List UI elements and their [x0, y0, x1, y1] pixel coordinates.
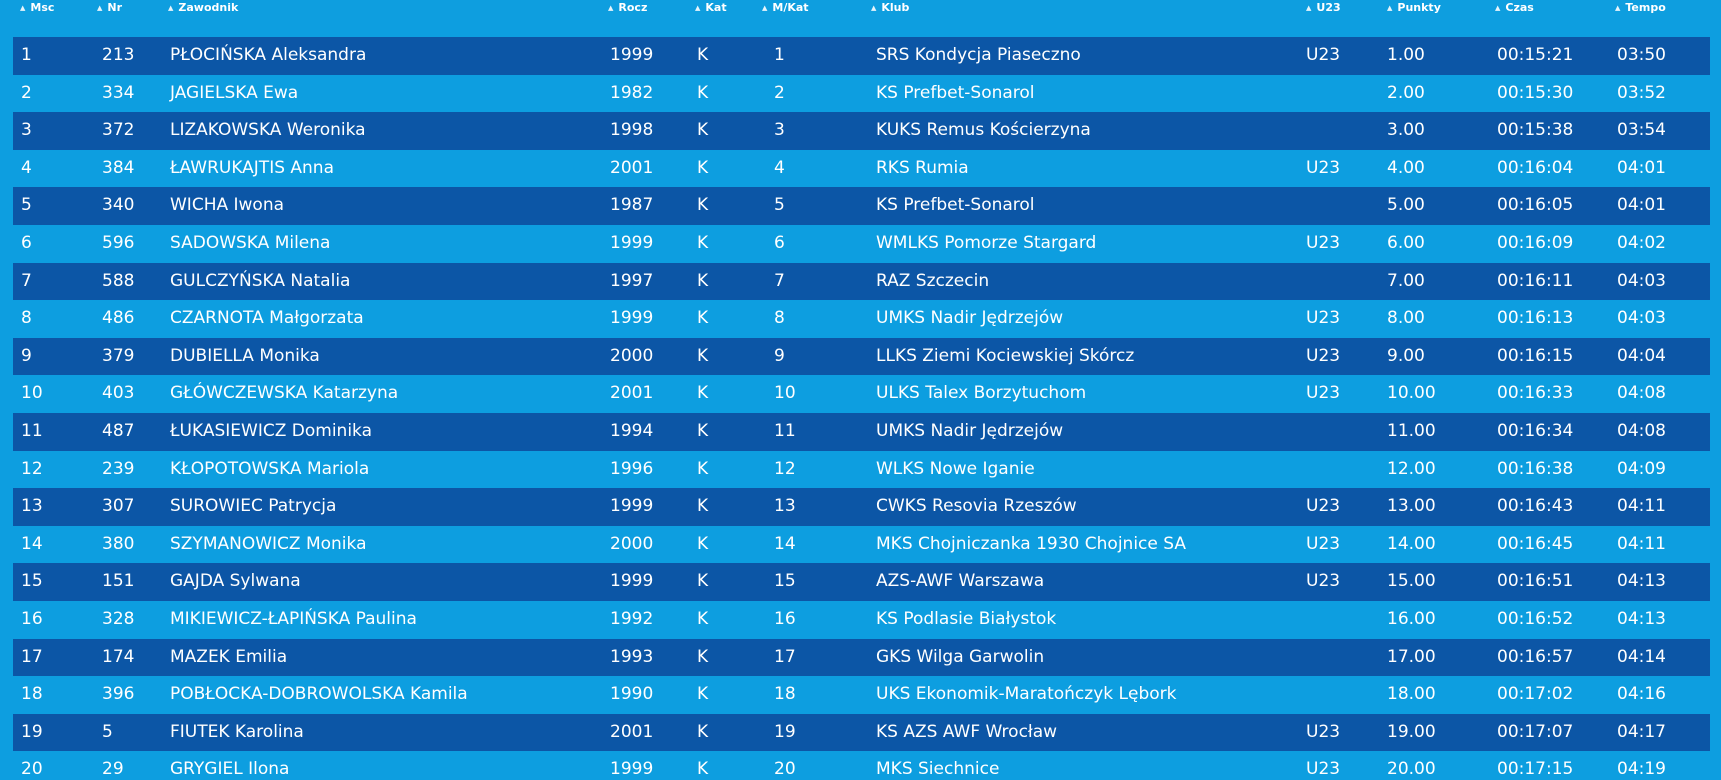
- time-cell: 00:16:04: [1497, 157, 1574, 178]
- club-cell: UKS Ekonomik-Maratończyk Lębork: [876, 684, 1177, 705]
- club-cell: KS Prefbet-Sonarol: [876, 195, 1035, 216]
- points-cell: 6.00: [1387, 232, 1425, 253]
- table-row[interactable]: [13, 601, 1710, 639]
- category-place-cell: 14: [774, 533, 796, 554]
- athlete-name-cell: ŁUKASIEWICZ Dominika: [170, 420, 372, 441]
- club-cell: KS Podlasie Białystok: [876, 608, 1057, 629]
- category-cell: K: [697, 270, 709, 291]
- time-cell: 00:16:38: [1497, 458, 1574, 479]
- sort-icon: ▲: [97, 4, 103, 12]
- sort-icon: ▲: [1615, 4, 1621, 12]
- club-cell: KS AZS AWF Wrocław: [876, 721, 1058, 742]
- place-cell: 14: [21, 533, 43, 554]
- sort-icon: ▲: [1387, 4, 1393, 12]
- table-row[interactable]: [13, 37, 1710, 75]
- table-row[interactable]: [13, 488, 1710, 526]
- table-row[interactable]: [13, 338, 1710, 376]
- place-cell: 19: [21, 721, 43, 742]
- bib-number-cell: 239: [102, 458, 135, 479]
- table-row[interactable]: [13, 639, 1710, 677]
- category-place-cell: 7: [774, 270, 785, 291]
- category-place-cell: 6: [774, 232, 785, 253]
- category-place-cell: 2: [774, 82, 785, 103]
- pace-cell: 04:14: [1617, 646, 1666, 667]
- pace-cell: 03:50: [1617, 45, 1666, 65]
- category-cell: K: [697, 646, 709, 667]
- athlete-name-cell: KŁOPOTOWSKA Mariola: [170, 458, 370, 479]
- category-place-cell: 12: [774, 458, 796, 479]
- table-row[interactable]: [13, 375, 1710, 413]
- birth-year-cell: 1993: [610, 646, 654, 667]
- athlete-name-cell: GRYGIEL Ilona: [170, 759, 290, 780]
- bib-number-cell: 403: [102, 383, 135, 404]
- results-table-body: [13, 37, 1710, 780]
- pace-cell: 04:13: [1617, 608, 1666, 629]
- points-cell: 5.00: [1387, 195, 1425, 216]
- points-cell: 14.00: [1387, 533, 1436, 554]
- club-cell: GKS Wilga Garwolin: [876, 646, 1045, 667]
- time-cell: 00:16:51: [1497, 571, 1574, 592]
- sort-icon: ▲: [1495, 4, 1501, 12]
- place-cell: 20: [21, 759, 43, 780]
- category-place-cell: 18: [774, 684, 796, 705]
- place-cell: 8: [21, 308, 32, 329]
- category-place-cell: 19: [774, 721, 796, 742]
- birth-year-cell: 1999: [610, 45, 654, 65]
- sort-icon: ▲: [762, 4, 768, 12]
- birth-year-cell: 2001: [610, 157, 654, 178]
- u23-cell: U23: [1306, 383, 1341, 404]
- points-cell: 13.00: [1387, 496, 1436, 517]
- column-header-punkty[interactable]: [1387, 0, 1441, 16]
- sort-icon: ▲: [695, 4, 701, 12]
- club-cell: WMLKS Pomorze Stargard: [876, 232, 1097, 253]
- category-cell: K: [697, 420, 709, 441]
- points-cell: 8.00: [1387, 308, 1425, 329]
- place-cell: 2: [21, 82, 32, 103]
- athlete-name-cell: SZYMANOWICZ Monika: [170, 533, 367, 554]
- category-place-cell: 9: [774, 345, 785, 366]
- club-cell: LLKS Ziemi Kociewskiej Skórcz: [876, 345, 1135, 366]
- place-cell: 4: [21, 157, 32, 178]
- table-row[interactable]: [13, 714, 1710, 752]
- place-cell: 17: [21, 646, 43, 667]
- column-header-label: Czas: [1505, 1, 1534, 14]
- birth-year-cell: 1999: [610, 759, 654, 780]
- column-header-label: Nr: [107, 1, 123, 14]
- pace-cell: 04:11: [1617, 533, 1666, 554]
- athlete-name-cell: FIUTEK Karolina: [170, 721, 304, 742]
- column-header-mkat[interactable]: [762, 0, 809, 16]
- time-cell: 00:16:52: [1497, 608, 1574, 629]
- column-header-label: Rocz: [618, 1, 648, 14]
- bib-number-cell: 380: [102, 533, 135, 554]
- category-cell: K: [697, 195, 709, 216]
- u23-cell: U23: [1306, 533, 1341, 554]
- time-cell: 00:16:15: [1497, 345, 1574, 366]
- bib-number-cell: 384: [102, 157, 135, 178]
- column-header-label: Msc: [30, 1, 55, 14]
- category-place-cell: 5: [774, 195, 785, 216]
- birth-year-cell: 1999: [610, 496, 654, 517]
- category-cell: K: [697, 458, 709, 479]
- birth-year-cell: 1999: [610, 232, 654, 253]
- club-cell: MKS Chojniczanka 1930 Chojnice SA: [876, 533, 1186, 554]
- table-row[interactable]: [13, 526, 1710, 564]
- athlete-name-cell: POBŁOCKA-DOBROWOLSKA Kamila: [170, 684, 468, 705]
- place-cell: 16: [21, 608, 43, 629]
- category-cell: K: [697, 608, 709, 629]
- column-header-label: Kat: [705, 1, 727, 14]
- column-header-nr[interactable]: [97, 0, 122, 16]
- category-cell: K: [697, 157, 709, 178]
- place-cell: 13: [21, 496, 43, 517]
- athlete-name-cell: DUBIELLA Monika: [170, 345, 320, 366]
- pace-cell: 04:03: [1617, 270, 1666, 291]
- u23-cell: U23: [1306, 496, 1341, 517]
- category-place-cell: 1: [774, 45, 785, 65]
- table-row[interactable]: [13, 300, 1710, 338]
- points-cell: 12.00: [1387, 458, 1436, 479]
- category-cell: K: [697, 721, 709, 742]
- table-row[interactable]: [13, 676, 1710, 714]
- category-place-cell: 10: [774, 383, 796, 404]
- pace-cell: 04:02: [1617, 232, 1666, 253]
- athlete-name-cell: PŁOCIŃSKA Aleksandra: [170, 45, 367, 65]
- athlete-name-cell: GŁÓWCZEWSKA Katarzyna: [170, 383, 399, 404]
- time-cell: 00:17:07: [1497, 721, 1574, 742]
- bib-number-cell: 379: [102, 345, 135, 366]
- time-cell: 00:16:33: [1497, 383, 1574, 404]
- pace-cell: 04:03: [1617, 308, 1666, 329]
- athlete-name-cell: CZARNOTA Małgorzata: [170, 308, 364, 329]
- time-cell: 00:16:45: [1497, 533, 1574, 554]
- birth-year-cell: 2001: [610, 383, 654, 404]
- table-row[interactable]: [13, 451, 1710, 489]
- category-place-cell: 11: [774, 420, 796, 441]
- category-place-cell: 20: [774, 759, 796, 780]
- birth-year-cell: 1999: [610, 571, 654, 592]
- points-cell: 9.00: [1387, 345, 1425, 366]
- table-row[interactable]: [13, 150, 1710, 188]
- club-cell: RKS Rumia: [876, 157, 969, 178]
- time-cell: 00:16:09: [1497, 232, 1574, 253]
- time-cell: 00:16:34: [1497, 420, 1574, 441]
- category-place-cell: 15: [774, 571, 796, 592]
- bib-number-cell: 29: [102, 759, 124, 780]
- athlete-name-cell: SADOWSKA Milena: [170, 232, 331, 253]
- points-cell: 19.00: [1387, 721, 1436, 742]
- place-cell: 10: [21, 383, 43, 404]
- pace-cell: 04:16: [1617, 684, 1666, 705]
- points-cell: 15.00: [1387, 571, 1436, 592]
- birth-year-cell: 1987: [610, 195, 654, 216]
- table-row[interactable]: [13, 563, 1710, 601]
- bib-number-cell: 396: [102, 684, 135, 705]
- category-cell: K: [697, 308, 709, 329]
- athlete-name-cell: MIKIEWICZ-ŁAPIŃSKA Paulina: [170, 608, 417, 629]
- place-cell: 12: [21, 458, 43, 479]
- bib-number-cell: 340: [102, 195, 135, 216]
- pace-cell: 03:54: [1617, 120, 1666, 141]
- u23-cell: U23: [1306, 759, 1341, 780]
- table-row[interactable]: [13, 413, 1710, 451]
- birth-year-cell: 1994: [610, 420, 654, 441]
- u23-cell: U23: [1306, 308, 1341, 329]
- table-row[interactable]: [13, 225, 1710, 263]
- points-cell: 7.00: [1387, 270, 1425, 291]
- place-cell: 1: [21, 45, 32, 65]
- category-cell: K: [697, 571, 709, 592]
- birth-year-cell: 1982: [610, 82, 654, 103]
- place-cell: 18: [21, 684, 43, 705]
- bib-number-cell: 486: [102, 308, 135, 329]
- table-row[interactable]: [13, 751, 1710, 780]
- category-place-cell: 13: [774, 496, 796, 517]
- column-header-u23[interactable]: [1306, 0, 1341, 16]
- time-cell: 00:17:15: [1497, 759, 1574, 780]
- athlete-name-cell: LIZAKOWSKA Weronika: [170, 120, 366, 141]
- bib-number-cell: 487: [102, 420, 135, 441]
- column-header-label: M/Kat: [772, 1, 809, 14]
- club-cell: KS Prefbet-Sonarol: [876, 82, 1035, 103]
- pace-cell: 04:13: [1617, 571, 1666, 592]
- place-cell: 9: [21, 345, 32, 366]
- category-place-cell: 16: [774, 608, 796, 629]
- time-cell: 00:16:11: [1497, 270, 1574, 291]
- sort-icon: ▲: [608, 4, 614, 12]
- athlete-name-cell: GAJDA Sylwana: [170, 571, 301, 592]
- pace-cell: 04:04: [1617, 345, 1666, 366]
- points-cell: 18.00: [1387, 684, 1436, 705]
- table-row[interactable]: [13, 112, 1710, 150]
- bib-number-cell: 372: [102, 120, 135, 141]
- table-row[interactable]: [13, 187, 1710, 225]
- points-cell: 17.00: [1387, 646, 1436, 667]
- points-cell: 3.00: [1387, 120, 1425, 141]
- u23-cell: U23: [1306, 157, 1341, 178]
- pace-cell: 04:08: [1617, 420, 1666, 441]
- bib-number-cell: 151: [102, 571, 135, 592]
- category-cell: K: [697, 383, 709, 404]
- time-cell: 00:17:02: [1497, 684, 1574, 705]
- category-cell: K: [697, 345, 709, 366]
- u23-cell: U23: [1306, 232, 1341, 253]
- u23-cell: U23: [1306, 571, 1341, 592]
- birth-year-cell: 1990: [610, 684, 654, 705]
- column-header-tempo[interactable]: [1615, 0, 1666, 16]
- category-cell: K: [697, 45, 709, 65]
- points-cell: 4.00: [1387, 157, 1425, 178]
- time-cell: 00:16:43: [1497, 496, 1574, 517]
- bib-number-cell: 5: [102, 721, 113, 742]
- category-cell: K: [697, 496, 709, 517]
- athlete-name-cell: GULCZYŃSKA Natalia: [170, 270, 351, 291]
- athlete-name-cell: WICHA Iwona: [170, 195, 285, 216]
- place-cell: 15: [21, 571, 43, 592]
- u23-cell: U23: [1306, 45, 1341, 65]
- category-cell: K: [697, 684, 709, 705]
- birth-year-cell: 1996: [610, 458, 654, 479]
- column-header-klub[interactable]: [871, 0, 909, 16]
- club-cell: UMKS Nadir Jędrzejów: [876, 308, 1064, 329]
- table-row[interactable]: [13, 75, 1710, 113]
- birth-year-cell: 1992: [610, 608, 654, 629]
- column-header-label: Klub: [881, 1, 910, 14]
- time-cell: 00:16:05: [1497, 195, 1574, 216]
- column-header-label: Tempo: [1625, 1, 1666, 14]
- birth-year-cell: 1999: [610, 308, 654, 329]
- category-cell: K: [697, 82, 709, 103]
- club-cell: AZS-AWF Warszawa: [876, 571, 1045, 592]
- birth-year-cell: 1998: [610, 120, 654, 141]
- column-header-rocz[interactable]: [608, 0, 647, 16]
- points-cell: 20.00: [1387, 759, 1436, 780]
- category-cell: K: [697, 533, 709, 554]
- athlete-name-cell: MAZEK Emilia: [170, 646, 288, 667]
- time-cell: 00:15:30: [1497, 82, 1574, 103]
- birth-year-cell: 2000: [610, 345, 654, 366]
- bib-number-cell: 588: [102, 270, 135, 291]
- sort-icon: ▲: [871, 4, 877, 12]
- time-cell: 00:15:21: [1497, 45, 1574, 65]
- bib-number-cell: 213: [102, 45, 135, 65]
- time-cell: 00:16:13: [1497, 308, 1574, 329]
- points-cell: 1.00: [1387, 45, 1425, 65]
- category-cell: K: [697, 759, 709, 780]
- pace-cell: 04:08: [1617, 383, 1666, 404]
- category-place-cell: 4: [774, 157, 785, 178]
- birth-year-cell: 1997: [610, 270, 654, 291]
- club-cell: RAZ Szczecin: [876, 270, 990, 291]
- table-header: [0, 0, 1721, 20]
- place-cell: 5: [21, 195, 32, 216]
- bib-number-cell: 174: [102, 646, 135, 667]
- club-cell: CWKS Resovia Rzeszów: [876, 496, 1077, 517]
- sort-icon: ▲: [168, 4, 174, 12]
- bib-number-cell: 596: [102, 232, 135, 253]
- pace-cell: 04:11: [1617, 496, 1666, 517]
- pace-cell: 04:09: [1617, 458, 1666, 479]
- club-cell: UMKS Nadir Jędrzejów: [876, 420, 1064, 441]
- column-header-label: Zawodnik: [178, 1, 239, 14]
- column-header-czas[interactable]: [1495, 0, 1534, 16]
- u23-cell: U23: [1306, 721, 1341, 742]
- place-cell: 11: [21, 420, 43, 441]
- club-cell: WLKS Nowe Iganie: [876, 458, 1035, 479]
- column-header-msc[interactable]: [20, 0, 54, 16]
- time-cell: 00:15:38: [1497, 120, 1574, 141]
- sort-icon: ▲: [1306, 4, 1312, 12]
- bib-number-cell: 307: [102, 496, 135, 517]
- category-place-cell: 17: [774, 646, 796, 667]
- category-cell: K: [697, 232, 709, 253]
- club-cell: KUKS Remus Kościerzyna: [876, 120, 1091, 141]
- pace-cell: 04:01: [1617, 195, 1666, 216]
- points-cell: 16.00: [1387, 608, 1436, 629]
- column-header-label: U23: [1316, 1, 1341, 14]
- pace-cell: 03:52: [1617, 82, 1666, 103]
- birth-year-cell: 2001: [610, 721, 654, 742]
- table-row[interactable]: [13, 263, 1710, 301]
- athlete-name-cell: ŁAWRUKAJTIS Anna: [170, 157, 334, 178]
- pace-cell: 04:17: [1617, 721, 1666, 742]
- place-cell: 6: [21, 232, 32, 253]
- bib-number-cell: 328: [102, 608, 135, 629]
- birth-year-cell: 2000: [610, 533, 654, 554]
- category-place-cell: 8: [774, 308, 785, 329]
- sort-asc-icon: ▲: [20, 4, 26, 12]
- place-cell: 3: [21, 120, 32, 141]
- athlete-name-cell: SUROWIEC Patrycja: [170, 496, 337, 517]
- points-cell: 11.00: [1387, 420, 1436, 441]
- category-place-cell: 3: [774, 120, 785, 141]
- points-cell: 2.00: [1387, 82, 1425, 103]
- time-cell: 00:16:57: [1497, 646, 1574, 667]
- club-cell: ULKS Talex Borzytuchom: [876, 383, 1087, 404]
- column-header-zawodnik[interactable]: [168, 0, 238, 16]
- club-cell: SRS Kondycja Piaseczno: [876, 45, 1081, 65]
- club-cell: MKS Siechnice: [876, 759, 1000, 780]
- column-header-label: Punkty: [1397, 1, 1441, 14]
- athlete-name-cell: JAGIELSKA Ewa: [170, 82, 299, 103]
- category-cell: K: [697, 120, 709, 141]
- place-cell: 7: [21, 270, 32, 291]
- bib-number-cell: 334: [102, 82, 135, 103]
- pace-cell: 04:19: [1617, 759, 1666, 780]
- pace-cell: 04:01: [1617, 157, 1666, 178]
- points-cell: 10.00: [1387, 383, 1436, 404]
- column-header-kat[interactable]: [695, 0, 727, 16]
- u23-cell: U23: [1306, 345, 1341, 366]
